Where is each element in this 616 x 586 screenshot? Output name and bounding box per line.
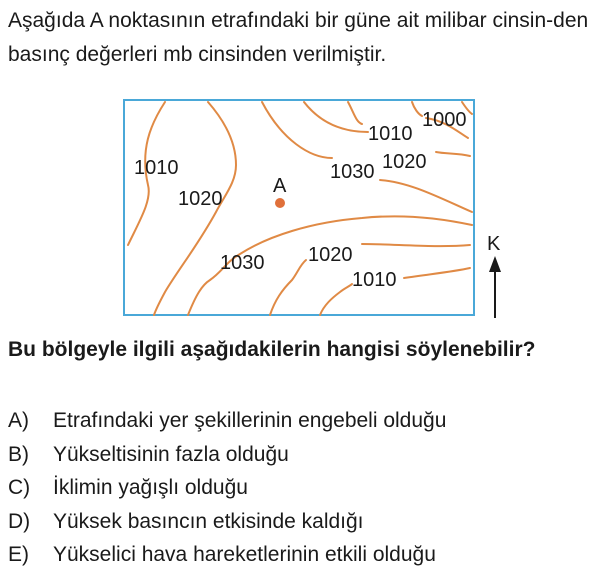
option-d[interactable] (8, 505, 446, 539)
option-c[interactable] (8, 471, 446, 505)
option-text: Yükseltisinin fazla olduğu (53, 442, 289, 466)
answer-options (8, 404, 446, 572)
option-text: Yükselici hava hareketlerinin etkili olduğu (53, 543, 436, 566)
isobar-line (270, 260, 306, 315)
option-letter: A) (8, 409, 29, 432)
isobar-label: 1000 (422, 109, 467, 131)
isobar-line (412, 102, 422, 116)
isobar-line (348, 102, 362, 124)
isobar-line (362, 244, 470, 246)
isobar-label: 1010 (134, 157, 179, 179)
option-text: Yüksek basıncın etkisinde kaldığı (53, 509, 364, 533)
option-letter: B) (8, 442, 29, 466)
option-letter: C) (8, 476, 31, 499)
option-b[interactable] (8, 438, 446, 472)
option-e[interactable] (8, 538, 446, 572)
option-text: İklimin yağışlı olduğu (53, 476, 248, 499)
isobar-line (404, 268, 470, 278)
isobar-label: 1020 (382, 151, 427, 173)
isobar-line (262, 102, 332, 158)
isobar-line (320, 284, 352, 315)
north-arrow-icon (489, 256, 501, 318)
isobar-line (304, 102, 368, 132)
isobar-label: 1020 (178, 188, 223, 210)
option-a[interactable] (8, 404, 446, 438)
north-label: K (487, 233, 501, 255)
isobar-label: 1010 (352, 269, 397, 291)
isobar-label: 1030 (220, 252, 265, 274)
isobar-line (380, 180, 472, 212)
isobar-label: 1010 (368, 123, 413, 145)
option-letter: D) (8, 509, 31, 533)
option-text: Etrafındaki yer şekillerinin engebeli olduğu (53, 409, 447, 432)
point-a-marker (275, 198, 285, 208)
isobar-label: 1020 (308, 244, 353, 266)
isobar-label: 1030 (330, 161, 375, 183)
question-stem: Aşağıda A noktasının etrafındaki bir güne ait milibar cinsin-den basınç değerleri mb cinsinden verilmiştir. (8, 9, 589, 66)
point-a-label: A (273, 175, 287, 197)
isobar-line (436, 152, 470, 156)
question-text: Bu bölgeyle ilgili aşağıdakilerin hangisi söylenebilir? (8, 338, 536, 361)
option-letter: E) (8, 543, 29, 566)
map-frame (124, 100, 474, 315)
